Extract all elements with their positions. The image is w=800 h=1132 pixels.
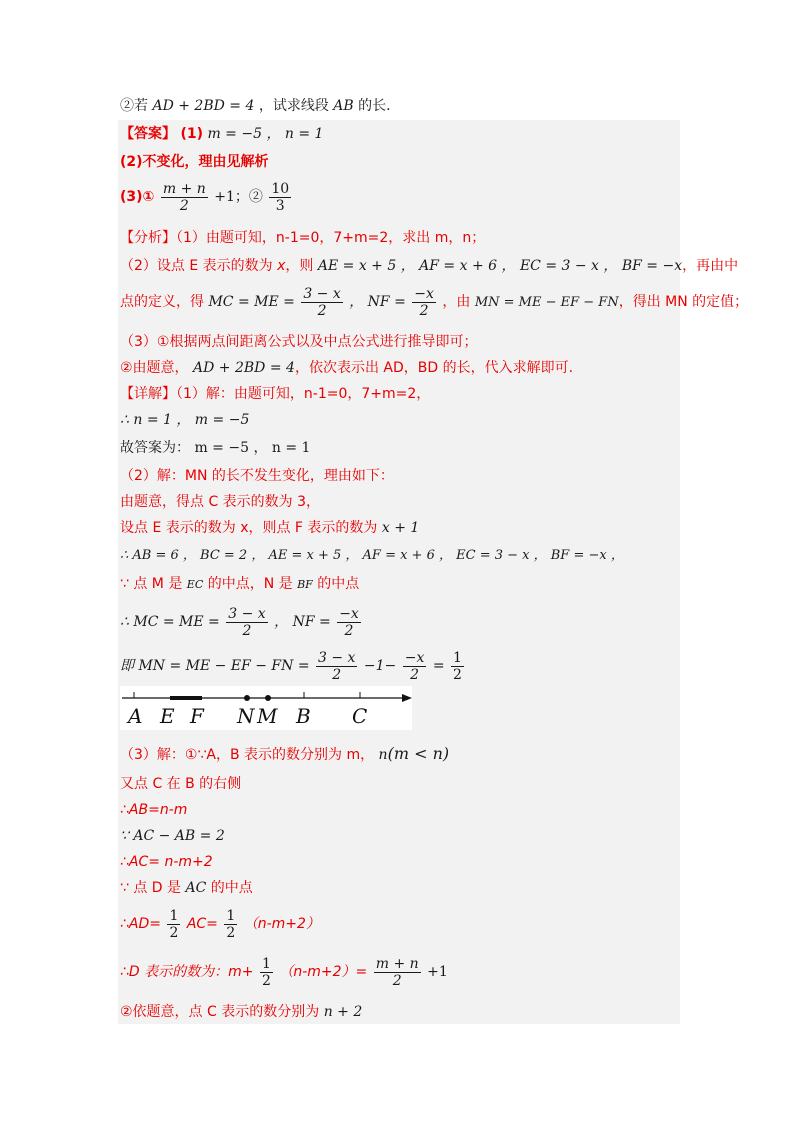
analysis-line-2 <box>120 256 738 276</box>
frac-den: 2 <box>261 972 271 989</box>
detail-tag: 【详解】 <box>120 386 176 402</box>
detail-l18c: +1 <box>427 964 448 980</box>
analysis-l3e: ，由 <box>442 294 471 310</box>
analysis-line-3 <box>120 284 748 321</box>
analysis-l5c: ，依次表示出 AD，BD 的长，代入求解即可. <box>294 360 574 376</box>
number-line-figure <box>120 686 412 730</box>
analysis-l5b: AD + 2BD = 4 <box>193 360 295 376</box>
detail-line-14 <box>120 826 225 846</box>
analysis-frac-2 <box>412 286 436 319</box>
frac-num: 1 <box>453 649 462 666</box>
detail-line-16 <box>120 878 253 898</box>
answer-p3-tail: +1；② <box>214 189 263 205</box>
frac-den: 2 <box>332 666 342 683</box>
detail-l8e: 的中点 <box>317 576 360 592</box>
detail-l8a: ∵ 点 M 是 <box>120 576 183 592</box>
detail-l14: ∵ AC − AB = 2 <box>120 828 225 844</box>
frac-den: 2 <box>179 197 189 214</box>
analysis-l2d: AE = x + 5 ， AF = x + 6 ， EC = 3 − x ， BF = −x <box>317 258 683 274</box>
question-seg: AB <box>333 98 354 114</box>
answer-line-3 <box>120 180 293 214</box>
frac-den: 2 <box>226 924 236 941</box>
analysis-l5a: ②由题意， <box>120 360 189 376</box>
detail-line-9 <box>120 604 363 640</box>
frac-num: −x <box>339 605 359 622</box>
detail-frac-5 <box>451 650 464 683</box>
detail-frac-3 <box>316 650 357 683</box>
detail-l11a: （3）解：①∵A，B 表示的数分别为 m， <box>120 747 375 763</box>
detail-l10b: −1− <box>363 658 397 674</box>
detail-l6b: x + 1 <box>381 520 420 536</box>
analysis-tag: 【分析】 <box>120 230 176 246</box>
detail-frac-6 <box>167 908 180 941</box>
analysis-l3f: MN = ME − EF − FN <box>474 295 619 310</box>
analysis-line-1 <box>120 228 485 248</box>
detail-line-17 <box>120 906 320 942</box>
detail-l18a: ∴D 表示的数为：m+ <box>120 964 254 980</box>
detail-l9b: ， NF = <box>274 614 331 630</box>
frac-num: 10 <box>271 180 290 197</box>
analysis-l2c: ，则 <box>285 258 314 274</box>
frac-num: −x <box>414 285 434 302</box>
detail-l16a: ∵ 点 D 是 <box>120 880 182 896</box>
detail-l19a: ②依题意，点 C 表示的数分别为 <box>120 1004 320 1020</box>
detail-l6a: 设点 E 表示的数为 x，则点 F 表示的数为 <box>120 520 378 536</box>
analysis-l3c: ， NF = <box>349 294 406 310</box>
label-m: M <box>257 704 278 728</box>
question-line <box>120 96 391 116</box>
question-end: 的长. <box>358 98 391 114</box>
detail-frac-4 <box>403 650 427 683</box>
frac-num: m + n <box>162 180 206 197</box>
frac-num: 3 − x <box>303 285 341 302</box>
frac-num: m + n <box>375 955 419 972</box>
analysis-l2b: x <box>277 258 286 274</box>
question-prefix: ②若 <box>120 98 148 114</box>
analysis-l3b: MC = ME = <box>208 294 295 310</box>
detail-l17a: ∴AD= <box>120 916 161 932</box>
detail-line-15: ∴AC= n-m+2 <box>120 854 213 870</box>
question-suffix: ，试求线段 <box>258 98 329 114</box>
detail-l8c: 的中点，N 是 <box>207 576 293 592</box>
detail-l16b: AC <box>185 880 207 896</box>
analysis-l3a: 点的定义，得 <box>120 294 204 310</box>
answer-line-1 <box>120 124 323 144</box>
frac-num: −x <box>404 649 425 666</box>
analysis-l2e: ，再由中 <box>682 258 739 274</box>
label-a: A <box>128 704 143 728</box>
answer-p3-frac <box>161 181 208 214</box>
detail-frac-7 <box>224 908 237 941</box>
frac-num: 1 <box>226 907 236 924</box>
answer-p3b-frac <box>269 181 291 214</box>
frac-num: 1 <box>169 907 179 924</box>
analysis-line-4: （3）①根据两点间距离公式以及中点公式进行推导即可； <box>120 334 478 350</box>
detail-line-1 <box>120 384 430 404</box>
detail-line-10 <box>120 648 466 684</box>
label-c: C <box>352 704 368 728</box>
frac-num: 1 <box>261 955 271 972</box>
frac-den: 2 <box>392 972 402 989</box>
label-e: E <box>160 704 175 728</box>
label-n: N <box>237 704 255 728</box>
number-line-arrow <box>402 694 412 702</box>
detail-l10a: 即 MN = ME − EF − FN = <box>120 658 310 674</box>
analysis-line-5 <box>120 358 573 378</box>
answer-tag: 【答案】 <box>120 126 176 142</box>
answer-p3-label: (3)① <box>120 189 155 205</box>
frac-den: 3 <box>275 197 285 214</box>
detail-line-8 <box>120 574 359 595</box>
detail-frac-1 <box>226 606 267 639</box>
detail-line-3: 故答案为： m = −5 ， n = 1 <box>120 440 311 456</box>
question-expr: AD + 2BD = 4 <box>152 98 255 114</box>
detail-l11b: n <box>378 747 388 763</box>
answer-p1: m = −5 ， n = 1 <box>207 126 324 142</box>
detail-line-4: （2）解：MN 的长不发生变化，理由如下： <box>120 468 394 484</box>
frac-num: 3 − x <box>318 649 356 666</box>
detail-line-13: ∴AB=n-m <box>120 802 188 818</box>
detail-l17c: （n-m+2） <box>243 916 320 932</box>
detail-frac-9 <box>374 956 421 989</box>
point-n <box>244 695 250 701</box>
detail-l16c: 的中点 <box>210 880 253 896</box>
label-b: B <box>296 704 311 728</box>
detail-frac-2 <box>337 606 361 639</box>
point-m <box>265 695 271 701</box>
detail-line-5: 由题意，得点 C 表示的数为 3， <box>120 494 321 510</box>
detail-l9a: ∴ MC = ME = <box>120 614 220 630</box>
detail-l19b: n + 2 <box>323 1004 363 1020</box>
answer-line-2: (2)不变化，理由见解析 <box>120 154 269 170</box>
detail-l1: （1）解：由题可知，n-1=0，7+m=2， <box>176 386 431 402</box>
frac-den: 2 <box>419 302 429 319</box>
detail-l8d: BF <box>297 578 313 591</box>
detail-line-18 <box>120 954 448 990</box>
frac-den: 2 <box>317 302 327 319</box>
frac-den: 2 <box>453 666 462 683</box>
detail-line-6 <box>120 518 419 538</box>
detail-l10c: = <box>432 658 445 674</box>
analysis-frac-1 <box>301 286 342 319</box>
detail-line-2: ∴ n = 1 ， m = −5 <box>120 412 250 428</box>
analysis-l3g: ，得出 MN 的定值； <box>618 294 749 310</box>
detail-l8b: EC <box>186 578 204 591</box>
frac-num: 3 − x <box>228 605 266 622</box>
answer-p1-label: (1) <box>180 126 203 142</box>
detail-line-12: 又点 C 在 B 的右侧 <box>120 776 242 792</box>
detail-line-7: ∴ AB = 6 ， BC = 2 ， AE = x + 5 ， AF = x + 6 ， EC = 3 − x ， BF = −x ， <box>120 548 624 563</box>
detail-frac-8 <box>260 956 273 989</box>
frac-den: 2 <box>410 666 420 683</box>
detail-line-11 <box>120 742 449 767</box>
analysis-l1: （1）由题可知，n-1=0，7+m=2，求出 m，n； <box>176 230 486 246</box>
detail-l11c: (m < n) <box>387 744 450 763</box>
detail-l18b: （n-m+2）= <box>279 964 368 980</box>
detail-line-19 <box>120 1002 362 1022</box>
label-f: F <box>190 704 204 728</box>
frac-den: 2 <box>344 622 354 639</box>
detail-l17b: AC= <box>186 916 218 932</box>
frac-den: 2 <box>169 924 179 941</box>
analysis-l2a: （2）设点 E 表示的数为 <box>120 258 273 274</box>
frac-den: 2 <box>242 622 252 639</box>
